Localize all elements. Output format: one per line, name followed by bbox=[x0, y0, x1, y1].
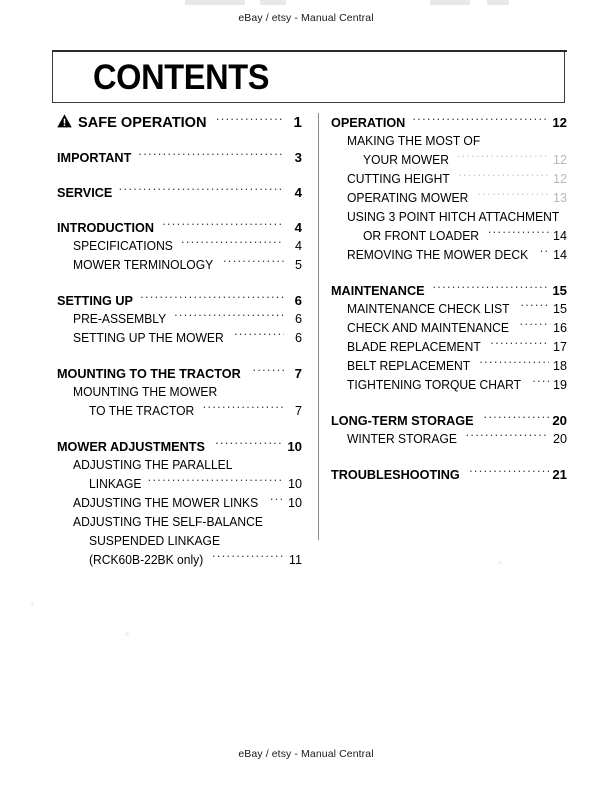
toc-dot-leader bbox=[488, 227, 549, 240]
toc-entry[interactable] bbox=[347, 430, 567, 449]
toc-entry-label: MAINTENANCE CHECK LIST bbox=[347, 302, 510, 316]
toc-entry-label: SETTING UP bbox=[57, 293, 133, 308]
toc-entry[interactable] bbox=[347, 208, 567, 227]
toc-dot-leader bbox=[457, 151, 549, 164]
toc-group-gap bbox=[57, 167, 302, 183]
toc-entry-page: 20 bbox=[552, 432, 567, 446]
toc-entry[interactable] bbox=[89, 551, 302, 570]
toc-dot-leader bbox=[140, 292, 284, 305]
toc-entry[interactable] bbox=[73, 494, 302, 513]
toc-entry[interactable] bbox=[89, 532, 302, 551]
toc-entry-page: 12 bbox=[552, 115, 567, 130]
toc-entry[interactable] bbox=[347, 170, 567, 189]
toc-entry[interactable] bbox=[331, 281, 567, 300]
toc-entry-label: MOWER TERMINOLOGY bbox=[73, 258, 214, 272]
toc-dot-leader bbox=[532, 376, 549, 389]
toc-entry-page: 20 bbox=[552, 413, 567, 428]
toc-dot-leader bbox=[490, 338, 549, 351]
toc-entry[interactable] bbox=[73, 456, 302, 475]
toc-entry-page: 6 bbox=[294, 331, 302, 345]
toc-entry-label: SETTING UP THE MOWER bbox=[73, 331, 224, 345]
toc-entry-page: 17 bbox=[552, 340, 567, 354]
toc-entry-label: OPERATING MOWER bbox=[347, 191, 469, 205]
toc-entry[interactable] bbox=[73, 383, 302, 402]
scan-artifact-band bbox=[0, 0, 612, 7]
toc-entry-label: BLADE REPLACEMENT bbox=[347, 340, 481, 354]
toc-entry-label: CHECK AND MAINTENANCE bbox=[347, 321, 509, 335]
toc-entry[interactable] bbox=[331, 113, 567, 132]
toc-group-gap bbox=[57, 421, 302, 437]
scan-speck bbox=[31, 601, 34, 606]
toc-group-gap bbox=[331, 265, 567, 281]
toc-entry-label: REMOVING THE MOWER DECK bbox=[347, 248, 529, 262]
running-header: eBay / etsy - Manual Central bbox=[238, 12, 374, 24]
toc-group-gap bbox=[331, 395, 567, 411]
toc-entry[interactable] bbox=[331, 411, 567, 430]
toc-entry-label: IMPORTANT bbox=[57, 150, 132, 165]
toc-entry-label: SUSPENDED LINKAGE bbox=[89, 534, 221, 548]
toc-entry[interactable] bbox=[347, 338, 567, 357]
toc-entry[interactable] bbox=[347, 357, 567, 376]
toc-entry-page: 10 bbox=[287, 477, 302, 491]
toc-dot-leader bbox=[458, 170, 549, 183]
toc-entry[interactable] bbox=[57, 218, 302, 237]
toc-dot-leader bbox=[270, 494, 284, 507]
toc-entry-label: ADJUSTING THE MOWER LINKS bbox=[73, 496, 259, 510]
toc-entry-page: 4 bbox=[294, 220, 302, 235]
toc-entry-page: 13 bbox=[552, 191, 567, 205]
toc-entry-label: OPERATION bbox=[331, 115, 406, 130]
toc-left-column bbox=[57, 113, 302, 570]
toc-dot-leader bbox=[477, 189, 549, 202]
toc-entry-page: 7 bbox=[294, 404, 302, 418]
toc-dot-leader bbox=[216, 114, 284, 127]
toc-entry[interactable] bbox=[89, 475, 302, 494]
title-top-rule bbox=[52, 50, 567, 52]
toc-entry-label: PRE-ASSEMBLY bbox=[73, 312, 167, 326]
toc-entry[interactable] bbox=[363, 151, 567, 170]
toc-dot-leader bbox=[212, 551, 284, 564]
toc-entry[interactable] bbox=[73, 237, 302, 256]
toc-entry-label: (RCK60B-22BK only) bbox=[89, 553, 204, 567]
toc-dot-leader bbox=[138, 149, 284, 162]
toc-entry[interactable] bbox=[347, 132, 567, 151]
column-divider bbox=[318, 113, 319, 540]
toc-dot-leader bbox=[520, 319, 549, 332]
toc-entry-label: TO THE TRACTOR bbox=[89, 404, 195, 418]
toc-entry-label: WINTER STORAGE bbox=[347, 432, 457, 446]
toc-entry-page: 14 bbox=[552, 248, 567, 262]
toc-entry[interactable] bbox=[73, 256, 302, 275]
toc-entry-page: 6 bbox=[294, 293, 302, 308]
toc-entry-label: LONG-TERM STORAGE bbox=[331, 413, 474, 428]
toc-entry-label: MOWER ADJUSTMENTS bbox=[57, 439, 205, 454]
toc-entry-page: 3 bbox=[294, 150, 302, 165]
toc-entry[interactable] bbox=[73, 310, 302, 329]
toc-group-gap bbox=[331, 449, 567, 465]
toc-entry-page: 1 bbox=[293, 114, 302, 131]
toc-dot-leader bbox=[469, 466, 549, 479]
toc-dot-leader bbox=[520, 300, 549, 313]
running-footer: eBay / etsy - Manual Central bbox=[238, 748, 374, 760]
toc-entry-page: 5 bbox=[294, 258, 302, 272]
toc-dot-leader bbox=[203, 402, 284, 415]
toc-entry[interactable] bbox=[57, 437, 302, 456]
toc-group-gap bbox=[57, 275, 302, 291]
toc-entry-label: CUTTING HEIGHT bbox=[347, 172, 450, 186]
toc-entry-label: SAFE OPERATION bbox=[78, 114, 207, 131]
toc-entry-page: 10 bbox=[287, 496, 302, 510]
toc-entry[interactable] bbox=[347, 376, 567, 395]
toc-entry-label: OR FRONT LOADER bbox=[363, 229, 479, 243]
toc-entry-page: 21 bbox=[552, 467, 567, 482]
toc-entry-page: 6 bbox=[294, 312, 302, 326]
toc-entry-page: 19 bbox=[552, 378, 567, 392]
toc-group-gap bbox=[57, 348, 302, 364]
toc-entry-label: ADJUSTING THE SELF-BALANCE bbox=[73, 515, 263, 529]
toc-entry-label: BELT REPLACEMENT bbox=[347, 359, 471, 373]
toc-right-column bbox=[331, 113, 567, 484]
toc-group-gap bbox=[57, 132, 302, 148]
toc-entry-page: 14 bbox=[552, 229, 567, 243]
toc-dot-leader bbox=[215, 438, 284, 451]
toc-entry[interactable] bbox=[363, 227, 567, 246]
toc-dot-leader bbox=[162, 219, 284, 232]
toc-entry-label: MOUNTING THE MOWER bbox=[73, 385, 218, 399]
toc-entry[interactable] bbox=[89, 402, 302, 421]
toc-entry-page: 4 bbox=[294, 185, 302, 200]
toc-entry[interactable] bbox=[347, 319, 567, 338]
toc-entry[interactable] bbox=[57, 113, 302, 132]
toc-entry-label: LINKAGE bbox=[89, 477, 142, 491]
toc-entry-label: MAKING THE MOST OF bbox=[347, 134, 481, 148]
toc-entry-page: 15 bbox=[552, 302, 567, 316]
toc-entry[interactable] bbox=[347, 189, 567, 208]
toc-dot-leader bbox=[479, 357, 549, 370]
contents-title-box bbox=[52, 51, 565, 103]
toc-entry-label: INTRODUCTION bbox=[57, 220, 155, 235]
toc-entry-page: 4 bbox=[294, 239, 302, 253]
toc-entry-label: SPECIFICATIONS bbox=[73, 239, 173, 253]
toc-entry-page: 16 bbox=[552, 321, 567, 335]
toc-entry[interactable] bbox=[347, 246, 567, 265]
toc-dot-leader bbox=[252, 365, 284, 378]
toc-entry-page: 10 bbox=[287, 439, 302, 454]
toc-entry-label: TROUBLESHOOTING bbox=[331, 467, 460, 482]
toc-entry[interactable] bbox=[347, 300, 567, 319]
toc-entry[interactable] bbox=[57, 183, 302, 202]
toc-entry-page: 12 bbox=[552, 172, 567, 186]
toc-entry-label: SERVICE bbox=[57, 185, 113, 200]
toc-entry-label: MOUNTING TO THE TRACTOR bbox=[57, 366, 241, 381]
toc-dot-leader bbox=[223, 256, 284, 269]
toc-entry[interactable] bbox=[57, 364, 302, 383]
toc-entry[interactable] bbox=[57, 291, 302, 310]
toc-dot-leader bbox=[412, 114, 549, 127]
toc-entry-label: TIGHTENING TORQUE CHART bbox=[347, 378, 521, 392]
toc-dot-leader bbox=[148, 475, 284, 488]
toc-entry-page: 11 bbox=[288, 553, 302, 567]
page-title: CONTENTS bbox=[93, 58, 270, 97]
warning-triangle-icon bbox=[57, 114, 72, 128]
toc-dot-leader bbox=[234, 329, 284, 342]
toc-entry[interactable] bbox=[331, 465, 567, 484]
toc-entry-page: 7 bbox=[294, 366, 302, 381]
toc-entry-label: MAINTENANCE bbox=[331, 283, 425, 298]
toc-entry-label: ADJUSTING THE PARALLEL bbox=[73, 458, 233, 472]
toc-entry[interactable] bbox=[57, 148, 302, 167]
toc-dot-leader bbox=[181, 237, 284, 250]
toc-group-gap bbox=[57, 202, 302, 218]
toc-dot-leader bbox=[432, 282, 549, 295]
toc-entry-page: 18 bbox=[552, 359, 567, 373]
toc-entry-label: USING 3 POINT HITCH ATTACHMENT bbox=[347, 210, 560, 224]
toc-entry-page: 15 bbox=[552, 283, 567, 298]
toc-entry-label: YOUR MOWER bbox=[363, 153, 449, 167]
toc-dot-leader bbox=[174, 310, 284, 323]
scan-speck bbox=[125, 632, 129, 636]
toc-entry[interactable] bbox=[73, 329, 302, 348]
toc-entry-page: 12 bbox=[552, 153, 567, 167]
toc-dot-leader bbox=[483, 412, 549, 425]
toc-dot-leader bbox=[119, 184, 284, 197]
toc-dot-leader bbox=[540, 246, 549, 259]
toc-dot-leader bbox=[466, 430, 549, 443]
scan-speck bbox=[497, 561, 502, 564]
toc-entry[interactable] bbox=[73, 513, 302, 532]
